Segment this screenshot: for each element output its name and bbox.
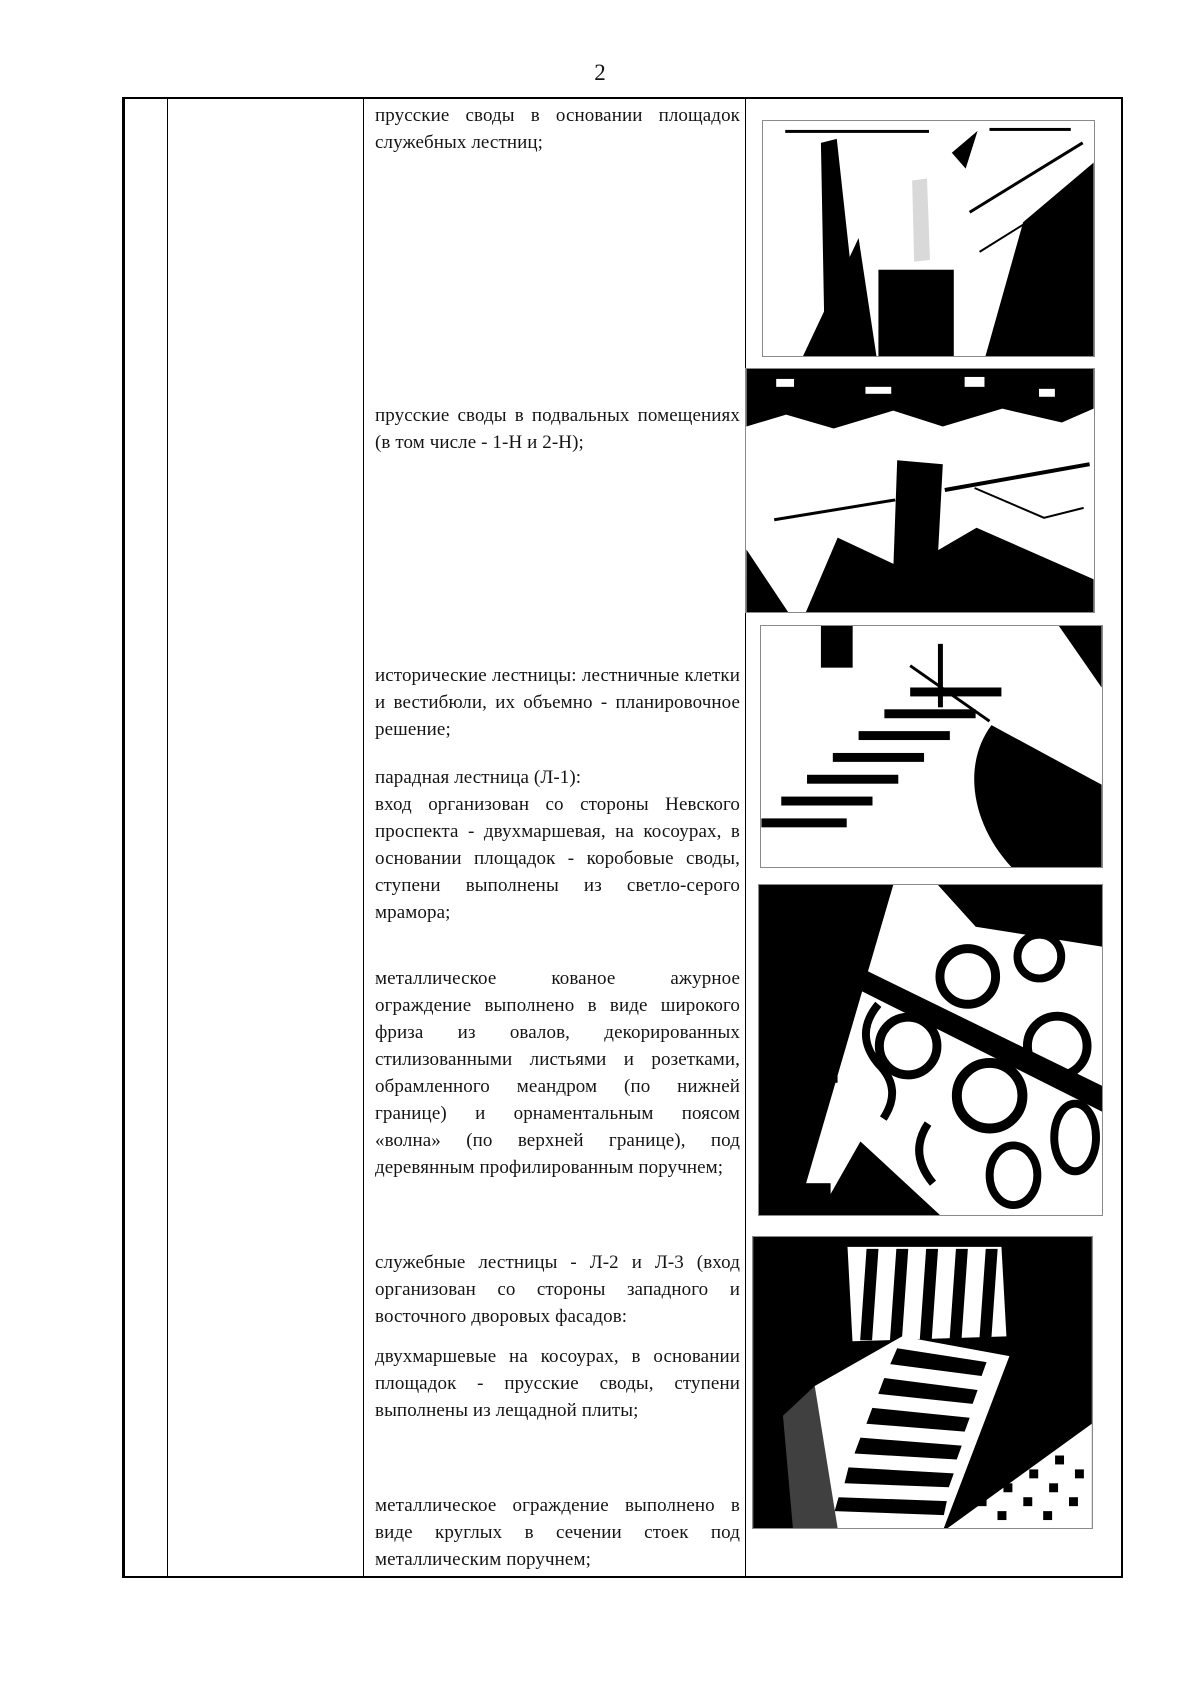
text-block-main-stair-heading: парадная лестница (Л-1):: [375, 767, 582, 788]
photo-basement-vaults-image: [746, 369, 1094, 612]
photo-main-staircase: [760, 625, 1103, 868]
table-column-divider-2: [363, 99, 364, 1576]
text-block-two-flight-stairs: двухмаршевые на косоурах, в основании площадок - прусские своды, ступени выполнены из лещадной плиты;: [375, 1346, 740, 1421]
table-column-divider-3: [745, 99, 746, 1576]
text-block-service-stairs: служебные лестницы - Л-2 и Л-3 (вход организован со стороны западного и восточного дворовых фасадов:: [375, 1252, 740, 1327]
text-block-main-stair-body: вход организован со стороны Невского проспекта - двухмаршевая, на косоурах, в основании площадок - коробовые своды, ступени выполнены из светло-серого мрамора;: [375, 794, 740, 923]
photo-service-stair-landing-image: [763, 121, 1094, 356]
text-block-metal-railing: металлическое ограждение выполнено в виде круглых в сечении стоек под металлическим поручнем;: [375, 1495, 740, 1570]
photo-service-stair-flight-image: [753, 1237, 1092, 1528]
text-block-basement-vaults: прусские своды в подвальных помещениях (в том числе - 1-Н и 2-Н);: [375, 405, 740, 453]
photo-main-staircase-image: [761, 626, 1102, 867]
text-block-historic-stairs: исторические лестницы: лестничные клетки и вестибюли, их объемно - планировочное решение;: [375, 665, 740, 740]
photo-forged-railing-image: [759, 885, 1102, 1215]
table-column-divider-1: [167, 99, 168, 1576]
photo-basement-vaults: [745, 368, 1095, 613]
page-number: 2: [594, 60, 606, 85]
text-block-service-stair-vaults: прусские своды в основании площадок служебных лестниц;: [375, 105, 740, 153]
text-block-forged-railing: металлическое кованое ажурное ограждение выполнено в виде широкого фриза из овалов, декорированных стилизованными листьями и розетками, обрамленного меандром (по нижней границе) и орнаментальным поясом «волна» (по верхней границе), под деревянным профилированным поручнем;: [375, 968, 740, 1178]
photo-service-stair-landing: [762, 120, 1095, 357]
photo-service-stair-flight: [752, 1236, 1093, 1529]
photo-forged-railing: [758, 884, 1103, 1216]
